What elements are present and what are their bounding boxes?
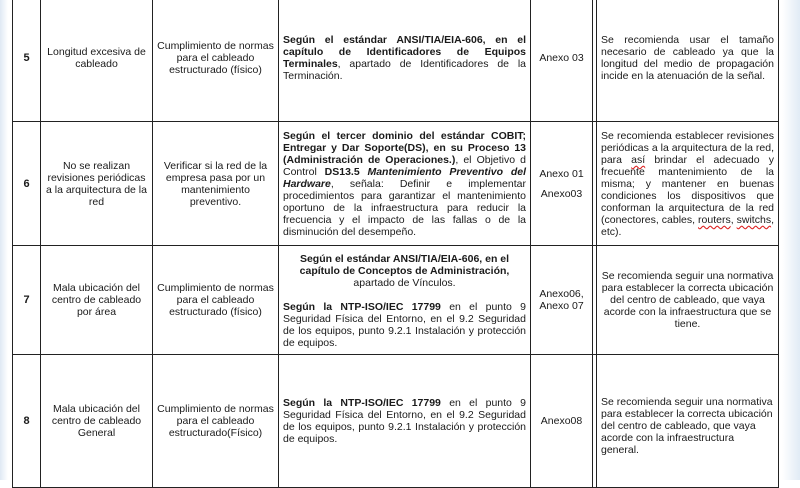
finding-cell: Mala ubicación del centro de cableado General xyxy=(41,355,153,488)
control-id: DS13.5 xyxy=(324,166,360,178)
recommendation-text: , etc). xyxy=(601,214,774,238)
criterion-bold-text: Según el estándar ANSI/TIA/EIA-606, en el capítulo de Conceptos de Administración, xyxy=(299,252,510,277)
recommendation-cell xyxy=(597,122,779,246)
row-number: 5 xyxy=(13,0,41,122)
table-row xyxy=(13,122,779,246)
table-row xyxy=(13,0,779,122)
criterion-cell xyxy=(279,122,531,246)
page-edge-right xyxy=(782,0,800,480)
annex-ref: Anexo08 xyxy=(540,415,583,427)
annex-ref: Anexo06, xyxy=(539,288,584,300)
row-number: 7 xyxy=(13,246,41,355)
row-number: 8 xyxy=(13,355,41,488)
criterion-text: , apartado de Identificadores de la Terminación. xyxy=(283,58,526,82)
recommendation-text: Se recomienda establecer revisiones periódicas a la arquitectura de la red, para xyxy=(601,130,774,166)
control-title: Mantenimiento Preventivo del Hardware xyxy=(283,166,526,190)
finding-cell: Mala ubicación del centro de cableado por área xyxy=(41,246,153,355)
annex-cell xyxy=(531,122,593,246)
audit-findings-table xyxy=(12,0,779,488)
spellcheck-word: switchs xyxy=(736,214,772,226)
annex-ref: Anexo 07 xyxy=(539,300,584,312)
criterion-cell xyxy=(279,246,531,355)
criterion-bold-text: Según el tercer dominio del estándar COBIT; Entregar y Dar Soporte(DS), en su Proceso 13 (Administración de Operaciones.) xyxy=(283,130,526,166)
annex-ref: Anexo 01 xyxy=(539,167,584,180)
spellcheck-word: routers xyxy=(698,214,731,226)
criterion-text: en el punto 9 Seguridad Física del Entorno, en el 9.2 Seguridad de los equipos, punto 9.2.1 Instalación y protección de equipos. xyxy=(283,300,527,349)
spellcheck-word: así xyxy=(631,154,646,166)
annex-cell xyxy=(531,0,593,122)
annex-ref: Anexo 03 xyxy=(539,52,584,64)
objective-cell: Cumplimiento de normas para el cableado estructurado (físico) xyxy=(153,246,279,355)
finding-cell: No se realizan revisiones periódicas a la arquitectura de la red xyxy=(41,122,153,246)
table-row xyxy=(13,355,779,488)
criterion-bold-text: Según la NTP-ISO/IEC 17799 xyxy=(283,300,441,313)
recommendation-text: brindar el adecuado y frecuente mantenimiento de la misma; y mantener en buenas condiciones los dispositivos que conforman la arquitectura de la red (conectores, cables, xyxy=(601,154,775,226)
criterion-cell xyxy=(279,0,531,122)
row-number: 6 xyxy=(13,122,41,246)
recommendation-text: , xyxy=(730,214,737,226)
finding-cell: Longitud excesiva de cableado xyxy=(41,0,153,122)
criterion-text: en el punto 9 Seguridad Física del Entorno, en el 9.2 Seguridad de los equipos, punto 9.2.1 Instalación y protección de equipos. xyxy=(283,397,527,445)
recommendation-cell: Se recomienda usar el tamaño necesario de cableado ya que la longitud del medio de propagación incide en la atenuación de la señal. xyxy=(597,0,779,122)
recommendation-cell: Se recomienda seguir una normativa para establecer la correcta ubicación del centro de cableado, que vaya acorde con la infraestructura general. xyxy=(597,355,779,488)
objective-cell: Verificar si la red de la empresa pasa por un mantenimiento preventivo. xyxy=(153,122,279,246)
criterion-bold-text: Según el estándar ANSI/TIA/EIA-606, en el capítulo de Identificadores de Equipos Terminales xyxy=(283,34,526,70)
objective-cell: Cumplimiento de normas para el cableado estructurado (físico) xyxy=(153,0,279,122)
criterion-bold-text: Según la NTP-ISO/IEC 17799 xyxy=(283,397,441,409)
annex-cell xyxy=(531,246,593,355)
criterion-text-rest: , señala: Definir e implementar procedimientos para garantizar el mantenimiento oportuno de la infraestructura para reducir la frecuencia y el impacto de las fallas o de la disminución del desempeño. xyxy=(283,178,526,238)
recommendation-cell: Se recomienda seguir una normativa para establecer la correcta ubicación del centro de cableado, que vaya acorde con la infraestructura que se tiene. xyxy=(597,246,779,355)
objective-cell: Cumplimiento de normas para el cableado estructurado(Físico) xyxy=(153,355,279,488)
page-edge-left xyxy=(0,0,8,480)
annex-cell xyxy=(531,355,593,488)
annex-ref: Anexo03 xyxy=(540,187,583,200)
table-row xyxy=(13,246,779,355)
criterion-text: , el Objetivo d Control xyxy=(283,154,526,178)
criterion-text: apartado de Vínculos. xyxy=(353,276,456,289)
criterion-cell xyxy=(279,355,531,488)
